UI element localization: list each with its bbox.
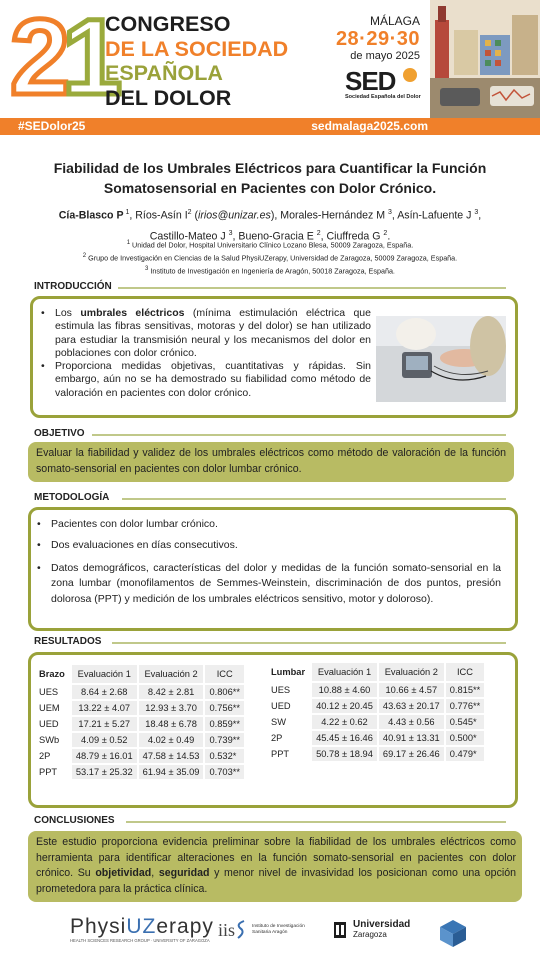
congress-name	[105, 12, 288, 110]
value-cell: 10.66 ± 4.57	[379, 683, 444, 697]
value-cell: 8.42 ± 2.81	[139, 685, 204, 699]
congress-website[interactable]: sedmalaga2025.com	[311, 119, 428, 133]
affiliation-number: 1	[126, 240, 131, 246]
affiliation-text: Grupo de Investigación en Ciencias de la Salud PhysiUZerapy, Universidad de Zaragoza, 50009 Zaragoza, España.	[86, 253, 458, 263]
row-label: PPT	[37, 765, 70, 779]
table-row	[269, 699, 484, 713]
affiliation-ref: 2	[383, 229, 388, 237]
dates: 28·29·30	[335, 28, 420, 50]
value-cell: 4.43 ± 0.56	[379, 715, 444, 729]
icc-cell: 0.545*	[446, 715, 485, 729]
row-label: PPT	[269, 747, 310, 761]
value-cell: 13.22 ± 4.07	[72, 701, 137, 715]
icc-cell: 0.500*	[446, 731, 485, 745]
table-header: Evaluación 1	[72, 665, 137, 683]
affiliations	[20, 238, 520, 277]
logo-part: Physi	[70, 915, 127, 938]
value-cell: 69.17 ± 26.46	[379, 747, 444, 761]
iis-text: Instituto de Investigación	[252, 924, 305, 929]
affiliation-number: 3	[145, 265, 149, 272]
table-row	[269, 715, 484, 729]
intro-bullet-2: • Proporciona medidas objetivas, cuantitativas y rápidas. Sin embargo, aún no se ha demostrado su fiabilidad como método de valoración en pacientes con dolor crónico.	[41, 360, 371, 400]
section-heading-conclusiones: CONCLUSIONES	[34, 815, 115, 826]
sed-logo	[345, 68, 425, 108]
affiliation-ref: 2	[187, 209, 192, 216]
iis-text: Sanitaria Aragón	[252, 930, 288, 935]
affiliation-1	[20, 238, 520, 251]
value-cell: 40.12 ± 20.45	[312, 699, 377, 713]
sed-logo-circle-icon	[403, 68, 417, 82]
icc-cell: 0.859**	[205, 717, 244, 731]
table-row	[269, 747, 484, 761]
metodologia-bullet: • Dos evaluaciones en días consecutivos.	[37, 539, 501, 552]
value-cell: 12.93 ± 3.70	[139, 701, 204, 715]
value-cell: 47.58 ± 14.53	[139, 749, 204, 763]
physiuzerapy-logo	[70, 916, 214, 943]
authors-line-1	[20, 204, 520, 225]
author-text: Castillo-Mateo J	[149, 230, 229, 243]
table-row	[37, 685, 244, 699]
logo-part: UZ	[126, 915, 157, 938]
intro-bullet-1	[41, 307, 371, 360]
conclusion-text: ,	[151, 867, 159, 879]
affiliation-ref: 3	[388, 209, 392, 216]
table-row	[269, 731, 484, 745]
affiliation-number: 2	[82, 252, 87, 259]
value-cell: 8.64 ± 2.68	[72, 685, 137, 699]
row-label: SW	[269, 715, 310, 729]
value-cell: 53.17 ± 25.32	[72, 765, 137, 779]
value-cell: 40.91 ± 13.31	[379, 731, 444, 745]
author-text: Cía-Blasco P	[58, 209, 124, 222]
value-cell: 61.94 ± 35.09	[139, 765, 204, 779]
icc-cell: 0.756**	[205, 701, 244, 715]
table-title: Lumbar	[271, 667, 306, 677]
affiliation-text: Instituto de Investigación en Ingeniería de Aragón, 50018 Zaragoza, España.	[148, 266, 395, 276]
sed-logo-subtitle: Sociedad Española del Dolor	[345, 94, 421, 100]
value-cell: 18.48 ± 6.78	[139, 717, 204, 731]
author-text: , Bueno-Gracia E	[232, 230, 317, 243]
value-cell: 43.63 ± 20.17	[379, 699, 444, 713]
congress-number: 21	[10, 0, 115, 117]
value-cell: 17.21 ± 5.27	[72, 717, 137, 731]
author-text: ), Morales-Hernández M	[270, 209, 388, 222]
i3a-cube-icon	[438, 918, 468, 948]
table-row	[37, 717, 244, 731]
conclusion-bold: seguridad	[158, 867, 210, 879]
intro-text: Los	[55, 307, 81, 319]
resultados-box	[28, 652, 518, 808]
logo-subtitle: HEALTH SCIENCES RESEARCH GROUP · UNIVERSITY OF ZARAGOZA	[70, 938, 210, 943]
conclusion-bold: objetividad	[95, 867, 152, 879]
metodologia-bullet: • Pacientes con dolor lumbar crónico.	[37, 518, 501, 531]
metodologia-bullet: • Datos demográficos, características del dolor y medidas de la función somato-sensorial en la zona lumbar (monofilamentos de Semmes-Weinstein, discriminación de dos puntos, presión dolorosa (PPT) y medición de los umbrales eléctricos sensitivo, motor y doloroso).	[37, 561, 501, 608]
value-cell: 4.09 ± 0.52	[72, 733, 137, 747]
logo-part: erapy	[156, 915, 214, 938]
metodologia-box	[28, 507, 518, 631]
section-rule	[118, 287, 506, 289]
row-label: UEM	[37, 701, 70, 715]
author-text: ,	[478, 209, 482, 222]
row-label: 2P	[269, 731, 310, 745]
intro-text: (mínima estimulación eléctrica que estimula las fibras sensitivas, motoras y del dolor) se han utilizado para estudiar la transmisión neural y los mecanismos del dolor en poblaciones con dolor crónico.	[55, 307, 371, 359]
objetivo-box: Evaluar la fiabilidad y validez de los umbrales eléctricos como método de valoración de la función somato-sensorial en pacientes con dolor lumbar crónico.	[28, 442, 514, 482]
congress-place	[320, 14, 420, 62]
table-header: Evaluación 2	[379, 663, 444, 681]
icc-cell: 0.479*	[446, 747, 485, 761]
affiliation-ref: 3	[228, 229, 233, 237]
table-row	[37, 701, 244, 715]
congress-header	[0, 0, 540, 118]
table-row	[37, 733, 244, 747]
row-label: UED	[37, 717, 70, 731]
footer-logos	[0, 908, 540, 960]
hashtag: #SEDolor25	[18, 119, 86, 133]
conclusion-text: Este estudio proporciona evidencia preliminar sobre la fiabilidad de los umbrales eléctricos como herramienta para identificar alteraciones en la función somato-sensorial en pacientes con dolor crónico. Su	[36, 836, 516, 879]
table-title: Brazo	[39, 669, 65, 679]
row-label: 2P	[37, 749, 70, 763]
author-text: , Ciuffreda G	[320, 230, 384, 243]
congress-line: ESPAÑOLA	[105, 61, 223, 85]
section-rule	[112, 642, 506, 644]
author-text: (	[191, 209, 199, 222]
iis-swirl-icon	[236, 920, 248, 940]
lumbar-table	[267, 661, 486, 763]
table-header: Evaluación 2	[139, 665, 204, 683]
value-cell: 4.02 ± 0.49	[139, 733, 204, 747]
table-header: ICC	[446, 663, 485, 681]
affiliation-ref: 3	[474, 209, 479, 216]
value-cell: 48.79 ± 16.01	[72, 749, 137, 763]
icc-cell: 0.776**	[446, 699, 485, 713]
table-row	[37, 749, 244, 763]
section-heading-objetivo: OBJETIVO	[34, 428, 85, 439]
row-label: UES	[37, 685, 70, 699]
icc-cell: 0.532*	[205, 749, 244, 763]
affiliation-ref: 1	[123, 209, 130, 216]
conclusion-text: y menor nivel de invasividad los posicionan como una opción prometedora para la práctica clínica.	[36, 867, 516, 895]
i3a-logo	[438, 918, 468, 953]
hashtag-bar	[0, 118, 540, 135]
author-text: , Ríos-Asín I	[129, 209, 188, 222]
row-label: UES	[269, 683, 310, 697]
intro-bold-term: umbrales eléctricos	[80, 307, 185, 319]
iis-aragon-logo	[218, 920, 305, 941]
section-heading-resultados: RESULTADOS	[34, 636, 102, 647]
table-header: Evaluación 1	[312, 663, 377, 681]
icc-cell: 0.815**	[446, 683, 485, 697]
congress-line: DEL DOLOR	[105, 85, 232, 110]
section-heading-metodologia: METODOLOGÍA	[34, 492, 110, 503]
brazo-table	[35, 663, 246, 781]
author-text: .	[387, 230, 391, 243]
icc-cell: 0.806**	[205, 685, 244, 699]
section-rule	[92, 434, 506, 436]
value-cell: 10.88 ± 4.60	[312, 683, 377, 697]
congress-line: DE LA SOCIEDAD	[105, 36, 289, 61]
uz-text: Universidad	[353, 919, 411, 930]
section-rule	[126, 821, 506, 823]
iis-mark: iis	[218, 920, 236, 940]
value-cell: 50.78 ± 18.94	[312, 747, 377, 761]
sed-logo-word: SED	[345, 66, 396, 96]
affiliation-2	[20, 251, 520, 264]
row-label: SWb	[37, 733, 70, 747]
city: MÁLAGA	[369, 14, 420, 28]
row-label: UED	[269, 699, 310, 713]
affiliation-text: Unidad del Dolor, Hospital Universitario Clínico Lozano Blesa, 50009 Zaragoza, España.	[130, 240, 414, 250]
author-text[interactable]: irios@unizar.es	[198, 209, 271, 222]
malaga-illustration	[430, 0, 540, 118]
clinical-photo	[376, 316, 506, 402]
poster-title: Fiabilidad de los Umbrales Eléctricos para Cuantificar la Función Somatosensorial en Pacientes con Dolor Crónico.	[53, 160, 487, 196]
icc-cell: 0.739**	[205, 733, 244, 747]
uz-text: Zaragoza	[353, 930, 387, 939]
table-row	[269, 683, 484, 697]
value-cell: 45.45 ± 16.46	[312, 731, 377, 745]
month: de mayo 2025	[350, 50, 420, 62]
affiliation-3	[20, 264, 520, 277]
section-rule	[122, 498, 506, 500]
table-row	[37, 765, 244, 779]
universidad-zaragoza-logo	[333, 919, 411, 945]
author-text: , Asín-Lafuente J	[391, 209, 475, 222]
congress-line: CONGRESO	[105, 12, 231, 36]
affiliation-ref: 2	[316, 229, 321, 237]
conclusiones-box	[28, 831, 522, 902]
icc-cell: 0.703**	[205, 765, 244, 779]
section-heading-introduccion: INTRODUCCIÓN	[34, 281, 112, 292]
uz-shield-icon	[333, 920, 347, 940]
value-cell: 4.22 ± 0.62	[312, 715, 377, 729]
table-header: ICC	[205, 665, 244, 683]
